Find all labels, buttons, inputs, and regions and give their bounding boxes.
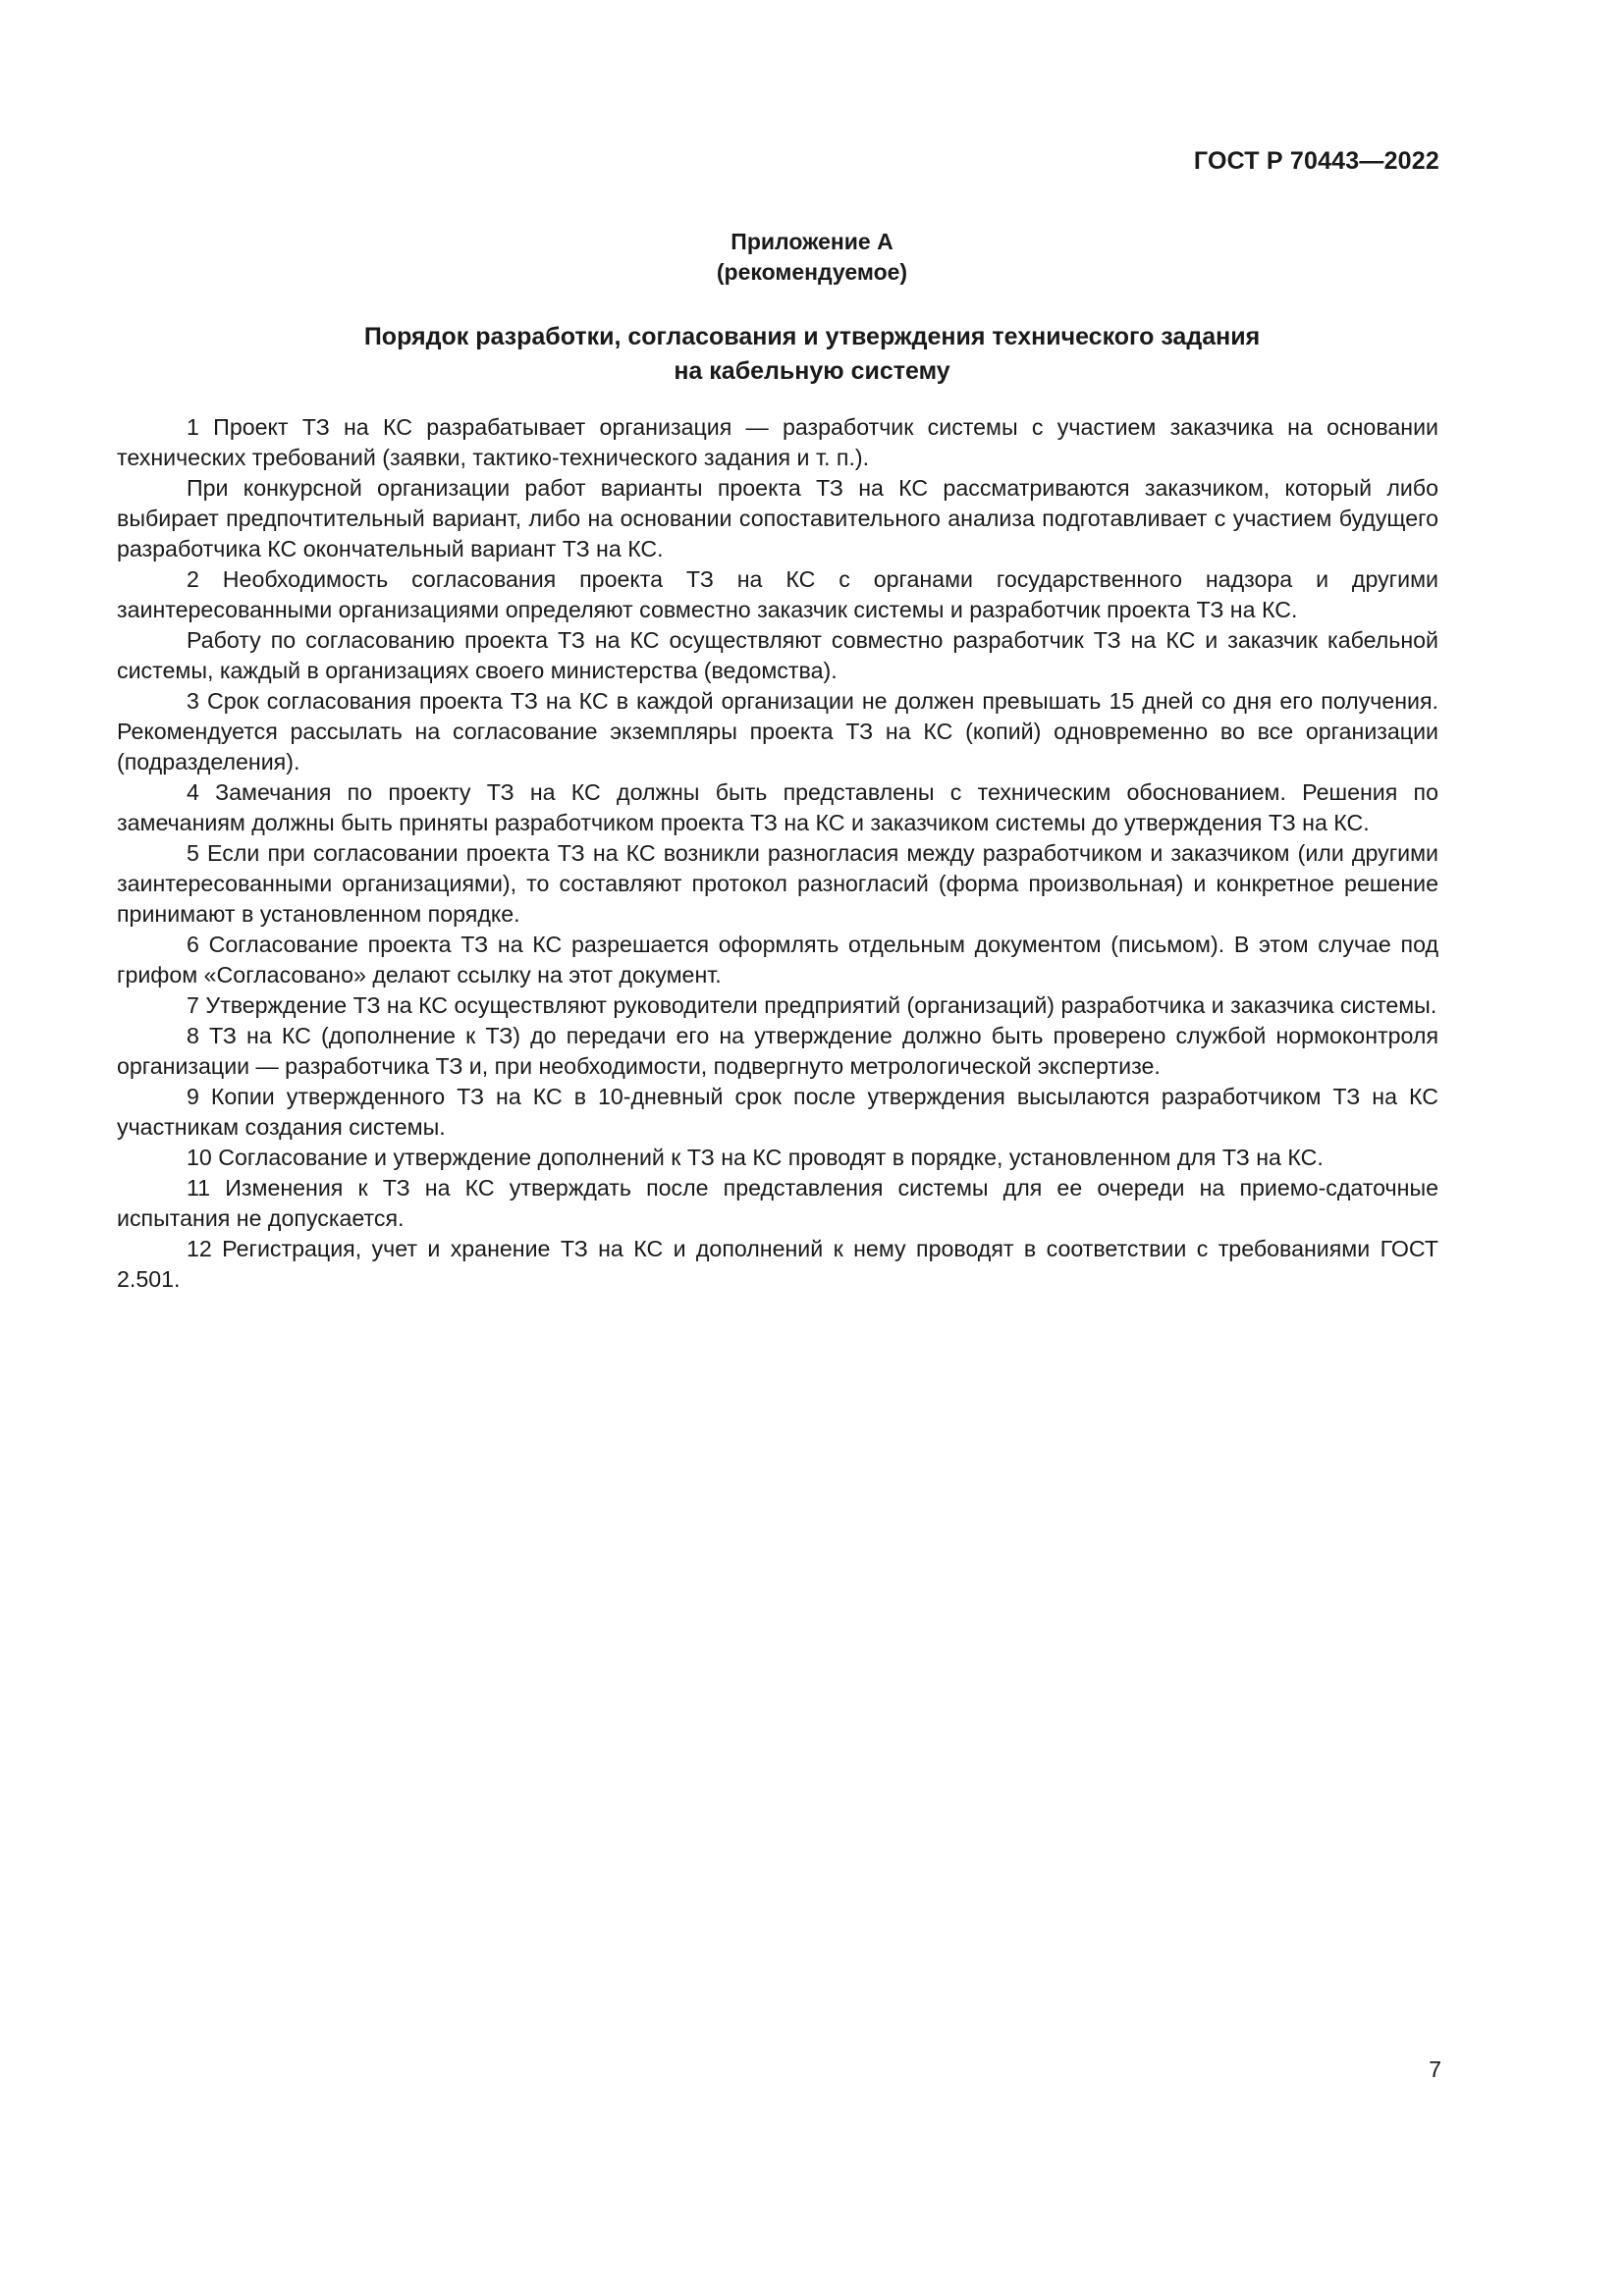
paragraph: 9 Копии утвержденного ТЗ на КС в 10-дневный срок после утверждения высылаются разработчиком ТЗ на КС участникам создания системы.	[117, 1084, 1438, 1140]
paragraph: 2 Необходимость согласования проекта ТЗ на КС с органами государственного надзора и другими заинтересованными организациями определяют совместно заказчик системы и разработчик проекта ТЗ на КС.	[117, 566, 1438, 622]
paragraph: При конкурсной организации работ варианты проекта ТЗ на КС рассматриваются заказчиком, который либо выбирает предпочтительный вариант, либо на основании сопоставительного анализа подготавливает с участием будущего разработчика КС окончательный вариант ТЗ на КС.	[117, 475, 1438, 561]
body-text	[117, 412, 1438, 1295]
page-number: 7	[1429, 2056, 1441, 2082]
paragraph: 8 ТЗ на КС (дополнение к ТЗ) до передачи его на утверждение должно быть проверено службой нормоконтроля организации — разработчика ТЗ и, при необходимости, подвергнуто метрологической экспертизе.	[117, 1023, 1438, 1079]
paragraph: 5 Если при согласовании проекта ТЗ на КС возникли разногласия между разработчиком и заказчиком (или другими заинтересованными организациями), то составляют протокол разногласий (форма произвольная) и конкретное решение принимают в установленном порядке.	[117, 840, 1438, 927]
appendix-heading	[0, 227, 1624, 288]
paragraph: 12 Регистрация, учет и хранение ТЗ на КС и дополнений к нему проводят в соответствии с требованиями ГОСТ 2.501.	[117, 1236, 1438, 1292]
appendix-label: Приложение А	[731, 229, 893, 254]
appendix-title	[0, 320, 1624, 389]
paragraph: 11 Изменения к ТЗ на КС утверждать после представления системы для ее очереди на приемо-сдаточные испытания не допускается.	[117, 1175, 1438, 1231]
paragraph: 10 Согласование и утверждение дополнений к ТЗ на КС проводят в порядке, установленном для ТЗ на КС.	[187, 1145, 1324, 1170]
paragraph: 4 Замечания по проекту ТЗ на КС должны быть представлены с техническим обоснованием. Решения по замечаниям должны быть приняты разработчиком проекта ТЗ на КС и заказчиком системы до утверждения ТЗ на КС.	[117, 779, 1438, 835]
paragraph: 7 Утверждение ТЗ на КС осуществляют руководители предприятий (организаций) разработчика и заказчика системы.	[187, 992, 1437, 1018]
document-code: ГОСТ Р 70443—2022	[1193, 147, 1439, 175]
appendix-title-line-1: Порядок разработки, согласования и утверждения технического задания	[363, 323, 1261, 350]
paragraph: 6 Согласование проекта ТЗ на КС разрешается оформлять отдельным документом (письмом). В этом случае под грифом «Согласовано» делают ссылку на этот документ.	[117, 932, 1438, 988]
paragraph: 3 Срок согласования проекта ТЗ на КС в каждой организации не должен превышать 15 дней со дня его получения. Рекомендуется рассылать на согласование экземпляры проекта ТЗ на КС (копий) одновременно во все организации (подразделения).	[117, 688, 1438, 774]
appendix-title-line-2: на кабельную систему	[674, 357, 950, 385]
appendix-status: (рекомендуемое)	[716, 259, 908, 285]
paragraph: 1 Проект ТЗ на КС разрабатывает организация — разработчик системы с участием заказчика на основании технических требований (заявки, тактико-технического задания и т. п.).	[117, 414, 1438, 470]
paragraph: Работу по согласованию проекта ТЗ на КС осуществляют совместно разработчик ТЗ на КС и заказчик кабельной системы, каждый в организациях своего министерства (ведомства).	[117, 627, 1438, 683]
